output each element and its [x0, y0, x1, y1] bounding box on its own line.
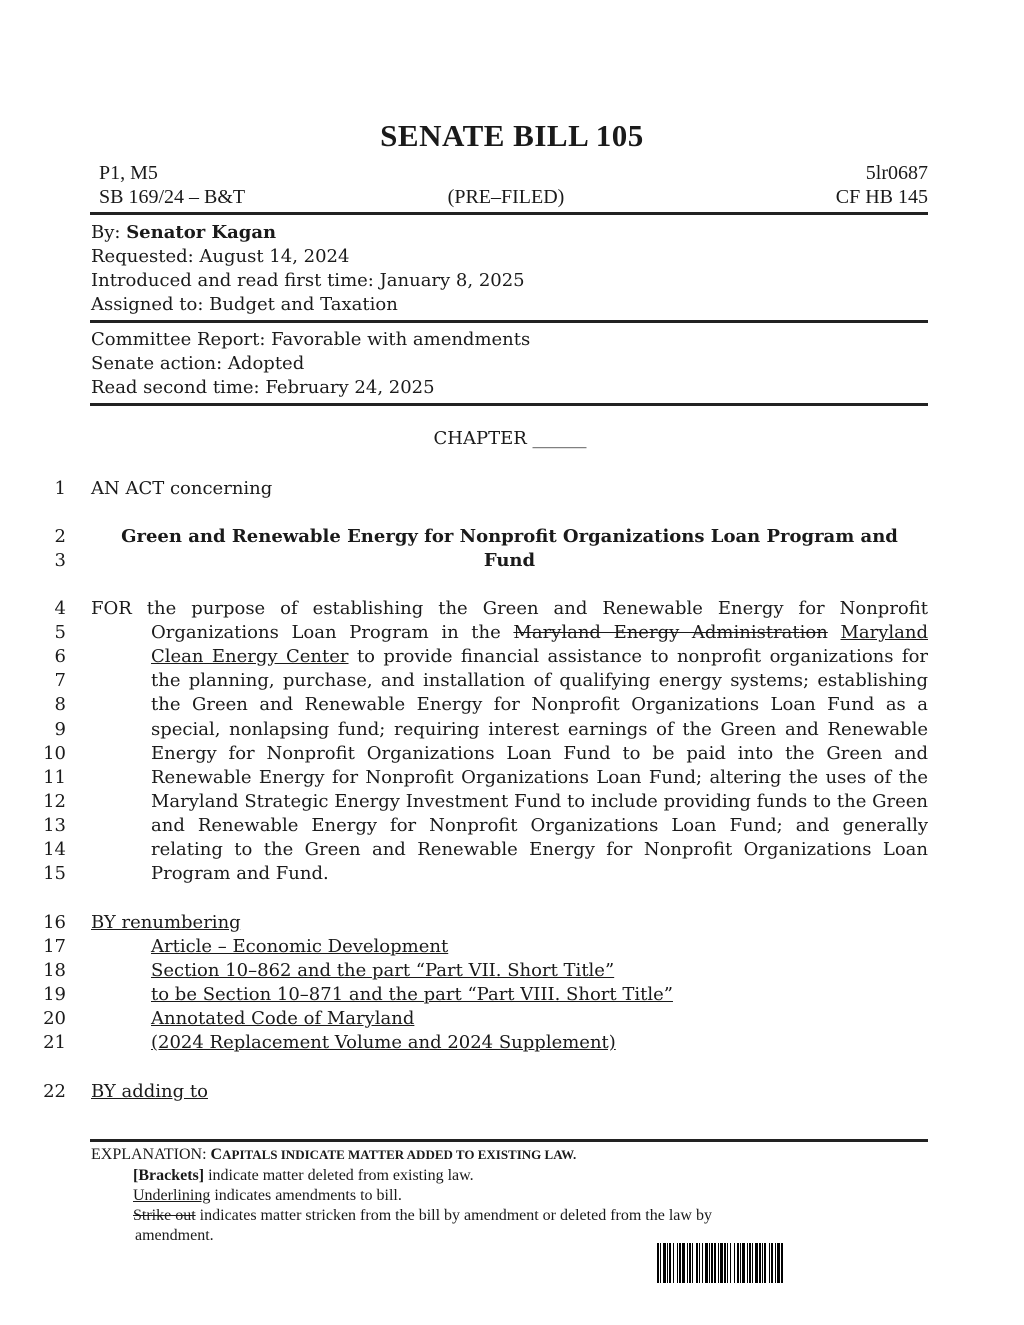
prior-bill: SB 169/24 – B&T [99, 186, 246, 208]
barcode-bar [673, 1243, 674, 1283]
bill-name-line1: Green and Renewable Energy for Nonprofit Organizations Loan Program and [121, 526, 898, 547]
barcode-bar [657, 1243, 659, 1283]
line-number: 1 [54, 478, 66, 499]
explanation-underlining [133, 1186, 402, 1206]
explanation-strike [133, 1206, 712, 1226]
barcode-bar [740, 1243, 741, 1283]
purpose-line: relating to the Green and Renewable Energy for Nonprofit Organizations Loan [151, 839, 928, 860]
committee-report: Committee Report: Favorable with amendments [91, 329, 531, 350]
barcode-bar [771, 1243, 773, 1283]
barcode-bar [775, 1243, 776, 1283]
purpose-line: the Green and Renewable Energy for Nonprofit Organizations Loan Fund as a [151, 694, 928, 715]
line-number: 15 [43, 863, 66, 884]
barcode-bar [699, 1243, 700, 1283]
renumbering-code: Annotated Code of Maryland [151, 1008, 415, 1029]
sponsor-line [91, 221, 276, 245]
barcode-bar [759, 1243, 761, 1283]
explanation-caps [91, 1145, 576, 1165]
renumbering-heading: BY renumbering [91, 912, 241, 933]
purpose-line: Energy for Nonprofit Organizations Loan Fund to be paid into the Green and [151, 743, 928, 764]
underlining-word: Underlining [133, 1187, 211, 1204]
line-number: 6 [54, 646, 66, 667]
header-divider [90, 212, 928, 215]
drafting-number: 5lr0687 [865, 162, 928, 184]
act-concerning: AN ACT concerning [91, 478, 273, 499]
line-number: 18 [43, 960, 66, 981]
line-number: 19 [43, 984, 66, 1005]
inserted-text: Maryland [840, 622, 928, 643]
sponsor-label: By: [91, 222, 127, 243]
introduced-date: Introduced and read first time: January 8, 2025 [91, 270, 525, 291]
barcode-bar [769, 1243, 770, 1283]
brackets-word: [Brackets] [133, 1167, 205, 1184]
senate-action: Senate action: Adopted [91, 353, 305, 374]
barcode-bar [667, 1243, 668, 1283]
assigned-committee: Assigned to: Budget and Taxation [91, 294, 398, 315]
requested-date: Requested: August 14, 2024 [91, 246, 350, 267]
line-number: 13 [43, 815, 66, 836]
purpose-line: FOR the purpose of establishing the Green and Renewable Energy for Nonprofit [91, 598, 928, 619]
line-number: 12 [43, 791, 66, 812]
barcode-bar [737, 1243, 739, 1283]
line-number: 14 [43, 839, 66, 860]
barcode-bar [762, 1243, 763, 1283]
purpose-text: Organizations Loan Program in the [151, 622, 514, 643]
underlining-text: indicates amendments to bill. [210, 1187, 402, 1204]
line-number: 22 [43, 1081, 66, 1102]
barcode-bar [663, 1243, 666, 1283]
line-number: 11 [43, 767, 66, 788]
sponsor-divider [90, 320, 928, 323]
barcode-bar [677, 1243, 678, 1283]
sponsor-name: Senator Kagan [126, 222, 277, 243]
chapter-label: CHAPTER ______ [433, 428, 587, 449]
barcode-bar [727, 1243, 728, 1283]
purpose-line: the planning, purchase, and installation of qualifying energy systems; establishing [151, 670, 928, 691]
barcode-bar [749, 1243, 751, 1283]
caps-first-letter: C [210, 1146, 223, 1163]
bill-name-line2: Fund [483, 550, 536, 571]
line-number: 9 [54, 719, 66, 740]
line-number: 21 [43, 1032, 66, 1053]
prefiled-label: (PRE–FILED) [447, 186, 565, 208]
purpose-line [151, 621, 928, 645]
line-number: 4 [54, 598, 66, 619]
barcode-bar [730, 1243, 731, 1283]
line-number: 10 [43, 743, 66, 764]
barcode-bar [724, 1243, 726, 1283]
strike-text: indicates matter stricken from the bill by amendment or deleted from the law by [195, 1207, 712, 1224]
line-number: 16 [43, 912, 66, 933]
barcode-bar [660, 1243, 661, 1283]
caps-explanation: APITALS INDICATE MATTER ADDED TO EXISTING LAW. [222, 1147, 577, 1162]
line-number: 8 [54, 694, 66, 715]
renumbering-volume: (2024 Replacement Volume and 2024 Supplement) [151, 1032, 616, 1053]
barcode-bar [777, 1243, 780, 1283]
line-number: 20 [43, 1008, 66, 1029]
explanation-label: EXPLANATION: [91, 1146, 211, 1163]
barcode-bar [705, 1243, 708, 1283]
barcode-bar [669, 1243, 671, 1283]
subject-codes: P1, M5 [99, 162, 158, 184]
barcode-bar [714, 1243, 716, 1283]
barcode-bar [742, 1243, 745, 1283]
space [828, 622, 841, 643]
second-reading: Read second time: February 24, 2025 [91, 377, 435, 398]
barcode-bar [687, 1243, 688, 1283]
brackets-text: indicate matter deleted from existing law. [204, 1167, 474, 1184]
committee-divider [90, 403, 928, 406]
barcode-image [657, 1243, 905, 1283]
purpose-line: Renewable Energy for Nonprofit Organizations Loan Fund; altering the uses of the [151, 767, 928, 788]
line-number: 7 [54, 670, 66, 691]
purpose-line: Program and Fund. [151, 863, 329, 884]
strike-word: Strike out [133, 1207, 196, 1224]
barcode-bar [709, 1243, 710, 1283]
purpose-line: special, nonlapsing fund; requiring interest earnings of the Green and Renewable [151, 719, 928, 740]
renumbering-to-be: to be Section 10–871 and the part “Part VIII. Short Title” [151, 984, 673, 1005]
barcode-bar [720, 1243, 723, 1283]
barcode-bar [702, 1243, 703, 1283]
barcode-bar [696, 1243, 698, 1283]
barcode-bar [711, 1243, 713, 1283]
line-number: 5 [54, 622, 66, 643]
line-number: 2 [54, 526, 66, 547]
line-number: 3 [54, 550, 66, 571]
purpose-text: to provide financial assistance to nonprofit organizations for [348, 646, 929, 667]
barcode-bar [689, 1243, 691, 1283]
renumbering-article: Article – Economic Development [151, 936, 449, 957]
inserted-text: Clean Energy Center [151, 646, 349, 667]
explanation-brackets [133, 1166, 474, 1186]
bill-title-heading: SENATE BILL 105 [380, 118, 644, 153]
renumbering-section: Section 10–862 and the part “Part VII. Short Title” [151, 960, 615, 981]
explanation-divider [90, 1139, 928, 1142]
purpose-line: and Renewable Energy for Nonprofit Organizations Loan Fund; and generally [151, 815, 928, 836]
purpose-line: Maryland Strategic Energy Investment Fund to include providing funds to the Green [151, 791, 928, 812]
barcode-bar [781, 1243, 783, 1283]
barcode-bar [679, 1243, 681, 1283]
barcode-bar [764, 1243, 766, 1283]
purpose-line [151, 645, 928, 669]
barcode-bar [755, 1243, 758, 1283]
cross-file: CF HB 145 [835, 186, 928, 208]
line-number: 17 [43, 936, 66, 957]
barcode-bar [734, 1243, 735, 1283]
barcode-bar [752, 1243, 753, 1283]
barcode-bar [692, 1243, 693, 1283]
barcode-bar [718, 1243, 719, 1283]
struck-text: Maryland Energy Administration [513, 622, 828, 643]
explanation-strike-cont: amendment. [135, 1227, 214, 1244]
barcode-bar [747, 1243, 748, 1283]
adding-heading: BY adding to [91, 1081, 208, 1102]
barcode-bar [682, 1243, 685, 1283]
